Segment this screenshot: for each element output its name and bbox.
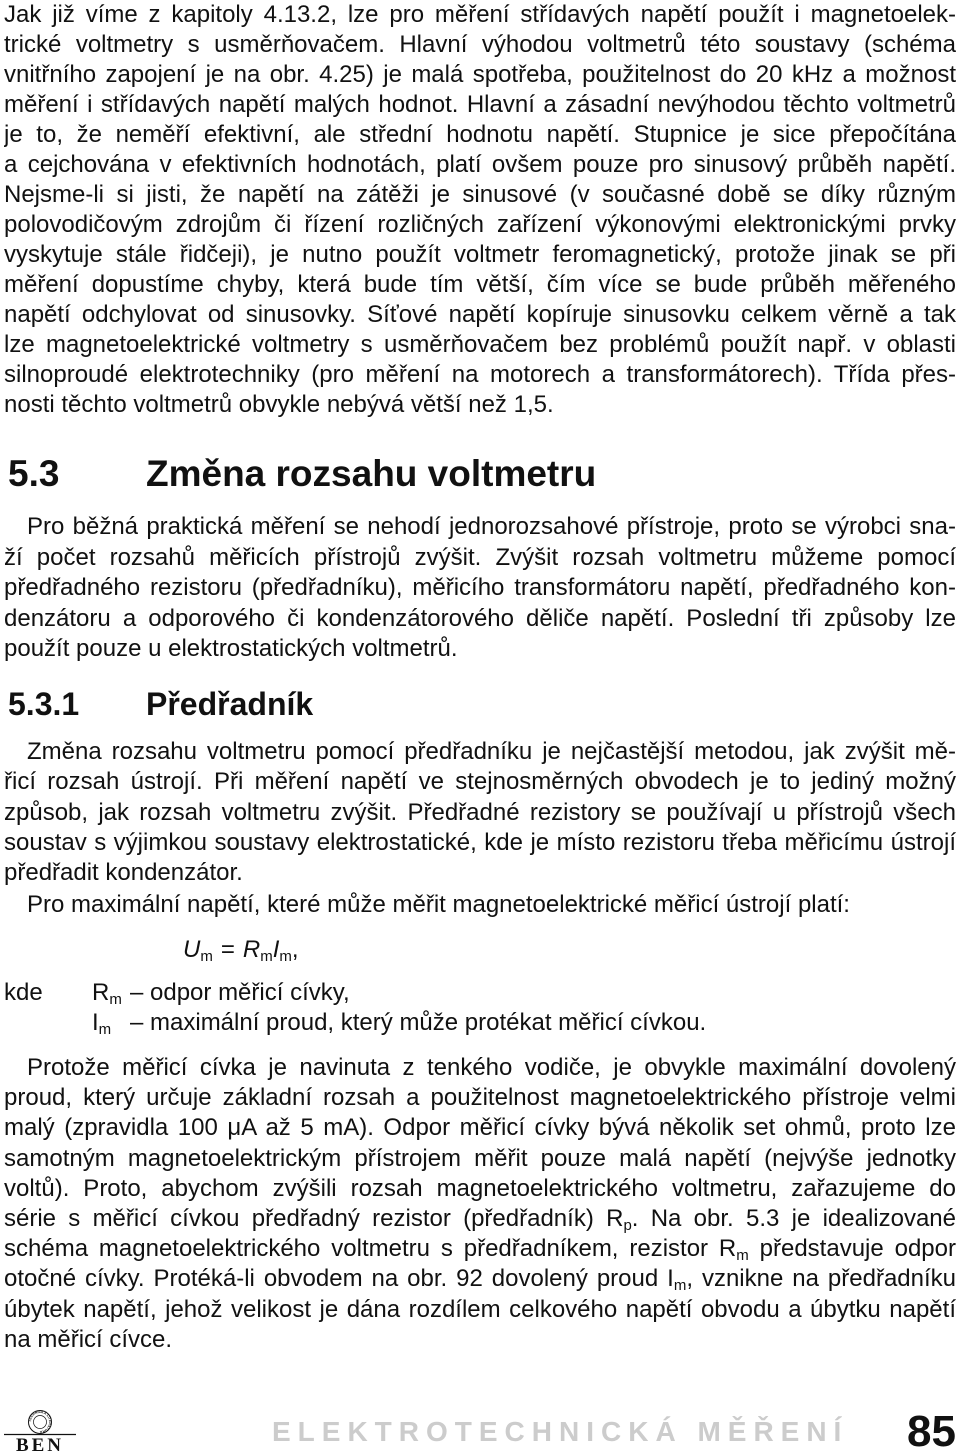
- subscript: m: [260, 948, 273, 965]
- page-number: 85: [907, 1407, 956, 1456]
- subscript: m: [98, 1021, 112, 1038]
- paragraph-line: malý (zpravidla 100 μA až 5 mA). Odpor měřicí cívky bývá několik set ohmů, proto lze: [4, 1114, 956, 1142]
- paragraph-line: polovodičovým zdrojům či řízení rozličných zařízení výkonovými elektronickými prvky: [4, 211, 956, 238]
- paragraph-line: ží počet rozsahů měřicích přístrojů zvýšit. Zvýšit rozsah voltmetru můžeme pomocí: [4, 543, 956, 571]
- paragraph-line: Protože měřicí cívka je navinuta z tenkého vodiče, je obvykle maximální dovolený: [27, 1054, 956, 1081]
- subsection-title: Předřadník: [146, 686, 314, 722]
- formula-symbol-r: R: [242, 936, 261, 963]
- paragraph-line: předřadit kondenzátor.: [4, 859, 243, 887]
- paragraph-line: je to, že neměří efektivní, ale střední hodnotu napětí. Stupnice je sice přepočítána: [4, 121, 956, 148]
- paragraph-line: [4, 1234, 956, 1264]
- paragraph-line: denzátoru a odporového či kondenzátorového děliče napětí. Poslední tři způsoby lze: [4, 604, 956, 632]
- paragraph-line: vnitřního zapojení je na obr. 4.25) je malá spotřeba, použitelnost do 20 kHz a možnost: [4, 61, 956, 88]
- paragraph-line: proud, který určuje základní rozsah a použitelnost magnetoelektrického přístroje velmi: [4, 1084, 956, 1112]
- paragraph-line: řicí rozsah ústrojí. Při měření napětí ve stejnosměrných obvodech je to jediný možný: [4, 768, 956, 796]
- paragraph-line: samotným magnetoelektrickým přístrojem měřit pouze malá napětí (nejvýše jednotky: [4, 1144, 956, 1172]
- line-text: , vznikne na předřadníku: [686, 1265, 956, 1293]
- paragraph-line: měření i střídavých napětí malých hodnot. Hlavní a zásadní nevýhodou těchto voltmetrů: [4, 91, 956, 118]
- subscript: m: [279, 948, 292, 965]
- subscript: p: [623, 1216, 632, 1234]
- subscript: m: [200, 948, 213, 965]
- definition-text: – maximální proud, který může protékat měřicí cívkou.: [130, 1009, 707, 1036]
- section-number: 5.3: [8, 453, 60, 494]
- running-title: ELEKTROTECHNICKÁ MĚŘENÍ: [272, 1416, 849, 1447]
- line-text: otočné cívky. Protéká-li obvodem na obr. 92 dovolený proud I: [4, 1265, 674, 1293]
- paragraph-line: nosti těchto voltmetrů obvykle nebývá větší než 1,5.: [4, 391, 554, 418]
- line-text: představuje odpor: [748, 1235, 956, 1263]
- formula-symbol-u: U: [183, 936, 201, 963]
- paragraph-line: použít pouze u elektrostatických voltmetrů.: [4, 635, 458, 663]
- definition-text: – odpor měřicí cívky,: [130, 979, 350, 1006]
- subscript: m: [109, 991, 122, 1008]
- paragraph-line: a cejchována v efektivních hodnotách, platí ovšem pouze pro sinusový průběh napětí.: [4, 151, 956, 178]
- definition-symbol: [92, 1008, 111, 1038]
- paragraph-line: měření dopustíme chyby, která bude tím větší, čím více se bude průběh měřeného: [4, 271, 956, 298]
- symbol-letter: I: [92, 1009, 99, 1036]
- paragraph-line: na měřicí cívce.: [4, 1325, 173, 1353]
- intro-paragraph: [4, 0, 956, 420]
- paragraph-line: způsob, jak rozsah voltmetru zvýšit. Předřadné rezistory se používají u přístrojů všech: [4, 798, 956, 826]
- paragraph-line: [4, 1204, 956, 1234]
- paragraph-line: Pro maximální napětí, které může měřit magnetoelektrické měřicí ústrojí platí:: [27, 891, 850, 918]
- paragraph-line: Pro běžná praktická měření se nehodí jednorozsahové přístroje, proto se výrobci sna-: [27, 513, 956, 540]
- paragraph-line: lze magnetoelektrické voltmetry s usměrňovačem bez problémů použít např. v oblasti: [4, 331, 956, 358]
- paragraph-line: napětí odchylovat od sinusovky. Síťové napětí kopíruje sinusovku celkem věrně a tak: [4, 301, 956, 328]
- symbol-letter: R: [92, 979, 110, 1006]
- line-text: schéma magnetoelektrického voltmetru s předřadníkem, rezistor R: [4, 1235, 737, 1263]
- definition-symbol: [92, 978, 122, 1008]
- paragraph-line: Nejsme-li si jisti, že napětí na zátěži je sinusové (v současné době se díky různým: [4, 181, 956, 208]
- logo-ring-text: TECHNICKÁ LITERATURA: [27, 1410, 53, 1435]
- paragraph-line: [4, 1264, 956, 1294]
- equals-sign: =: [220, 936, 235, 963]
- paragraph-line: Změna rozsahu voltmetru pomocí předřadníku je nejčastější metodou, jak zvýšit mě-: [27, 738, 956, 765]
- section-5-3-paragraph: [4, 512, 956, 665]
- paragraph-line: voltů). Proto, abychom zvýšili rozsah magnetoelektrického voltmetru, zařazujeme do: [4, 1174, 956, 1202]
- paragraph-line: úbytek napětí, jehož velikost je dána rozdílem celkového napětí obvodu a úbytku napětí: [4, 1295, 956, 1323]
- line-text: série s měřicí cívkou předřadný rezistor (předřadník) R: [4, 1204, 624, 1232]
- formula-intro: [4, 890, 956, 920]
- section-title: Změna rozsahu voltmetru: [146, 453, 597, 494]
- paragraph-line: Jak již víme z kapitoly 4.13.2, lze pro měření střídavých napětí použít i magnetoelek-: [4, 1, 956, 28]
- line-text: . Na obr. 5.3 je idealizované: [631, 1204, 956, 1232]
- logo-wordmark: BEN: [15, 1435, 65, 1452]
- section-5-3-1-paragraph: [4, 737, 956, 888]
- paragraph-line: trické voltmetry s usměrňovačem. Hlavní výhodou voltmetrů této soustavy (schéma: [4, 31, 956, 58]
- publisher-logo: [2, 1410, 78, 1452]
- formula-end: ,: [291, 936, 299, 963]
- subscript: m: [736, 1247, 749, 1265]
- paragraph-line: vyskytuje stále řidčeji), je nutno použít voltmetr feromagnetický, protože jinak se při: [4, 241, 956, 268]
- subscript: m: [673, 1277, 687, 1295]
- paragraph-line: předřadného rezistoru (předřadníku), měřicího transformátoru napětí, předřadného kon-: [4, 574, 956, 602]
- logo-inner-ring: [34, 1416, 47, 1429]
- paragraph-line: silnoproudé elektrotechniky (pro měření na motorech a transformátorech). Třída přes-: [4, 361, 956, 388]
- subsection-number: 5.3.1: [8, 686, 80, 722]
- paragraph-line: soustav s výjimkou soustavy elektrostatické, kde je místo rezistoru třeba měřicímu ústrojí: [4, 828, 956, 856]
- formula: [183, 935, 299, 965]
- closing-paragraph: [4, 1053, 956, 1355]
- definition-where-label: kde: [4, 979, 43, 1006]
- formula-symbol-i: I: [272, 936, 280, 963]
